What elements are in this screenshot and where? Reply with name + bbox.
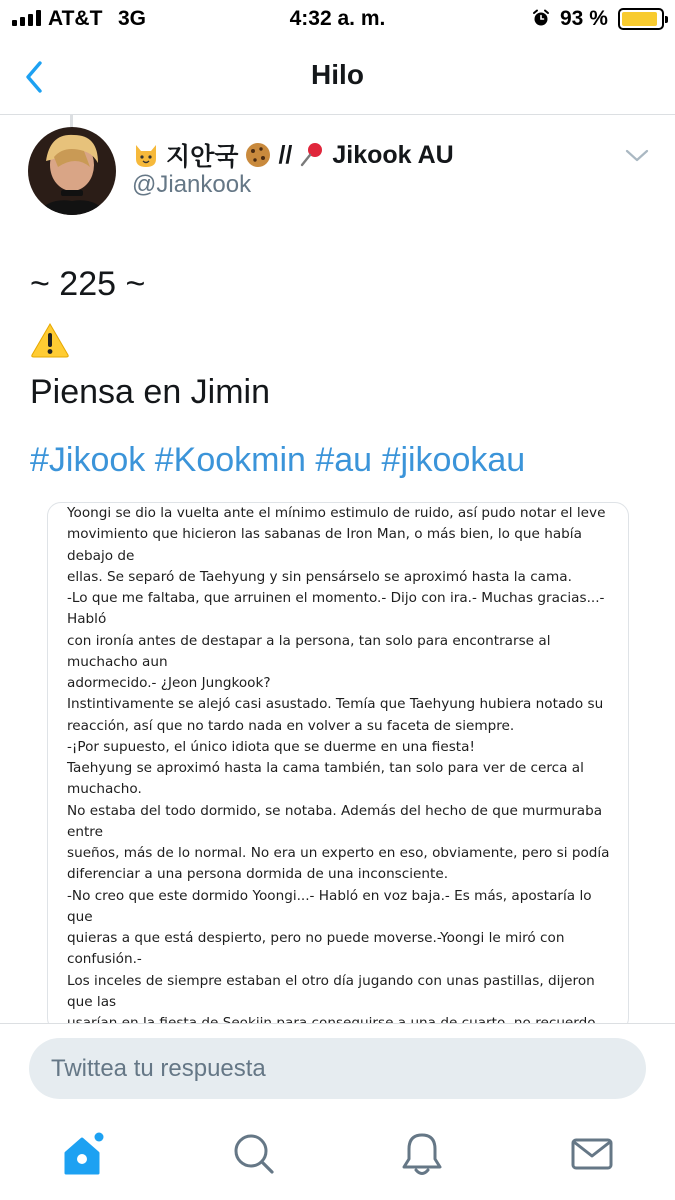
image-text-line: No estaba del todo dormido, se notaba. Además del hecho de que murmuraba entre [67,802,603,840]
image-text-line: reacción, así que no tardo nada en volver a su faceta de siempre. [67,717,515,734]
image-text-line: -¡Por supuesto, el único idiota que se duerme en una fiesta! [67,738,475,755]
image-text [67,503,612,1032]
chevron-down-icon[interactable] [624,148,650,164]
pushpin-emoji-icon [298,141,326,169]
display-name-suffix: Jikook AU [332,140,454,169]
image-text-line: ellas. Se separó de Taehyung y sin pensárselo se aproximó hasta la cama. [67,568,572,585]
page-title: Hilo [311,59,364,90]
carrier-name: AT&T [48,7,103,30]
network-type: 3G [118,7,147,30]
messages-envelope-icon[interactable] [570,1131,614,1177]
image-text-line: sueños, más de lo normal. No era un experto en eso, obviamente, pero si podía [67,845,610,861]
image-text-line: Taehyung se aproximó hasta la cama también, tan solo para ver de cerca al muchacho. [67,760,584,798]
image-text-line: con ironía antes de destapar a la persona, tan solo para encontrarse al muchacho aun [67,632,551,670]
battery-level [622,12,657,26]
battery-percentage: 93 % [560,7,608,30]
battery-icon [618,8,664,30]
display-name-separator: // [278,140,293,169]
image-text-line: movimiento que hicieron las sabanas de Iron Man, o más bien, lo que había debajo de [67,526,582,564]
image-text-line: Los inceles de siempre estaban el otro día jugando con unas pastillas, dijeron que las [67,972,595,1010]
image-text-line: -Lo que me faltaba, que arruinen el momento.- Dijo con ira.- Muchas gracias...- Habló [67,590,605,628]
avatar[interactable] [28,127,116,215]
tweet-text-line: ~ 225 ~ [30,265,146,303]
cat-face-emoji-icon [132,141,160,169]
image-text-line: quieras a que está despierto, pero no puede moverse.-Yoongi le miró con confusión.- [67,930,565,968]
notifications-bell-icon[interactable] [400,1131,444,1177]
image-text-line: Instintivamente se alejó casi asustado. Temía que Taehyung hubiera notado su [67,696,604,713]
image-text-line: diferenciar a una persona dormida de una inconsciente. [67,866,449,883]
display-name-korean: 지안국 [166,143,239,171]
alarm-clock-icon [532,9,550,27]
cookie-emoji-icon [244,141,272,169]
image-text-line: -No creo que este dormido Yoongi...- Habló en voz baja.- Es más, apostaría lo que [67,887,592,925]
reply-bar [0,1023,675,1113]
image-text-line: Yoongi se dio la vuelta ante el mínimo estimulo de ruido, así pudo notar el leve [67,505,606,521]
status-time: 4:32 a. m. [289,7,386,30]
home-icon[interactable] [62,1131,106,1177]
tweet-image[interactable] [47,502,629,1032]
image-text-line: adormecido.- ¿Jeon Jungkook? [67,675,271,691]
tweet-text-line: Piensa en Jimin [30,373,271,411]
navigation-header [0,40,675,115]
search-icon[interactable] [232,1131,276,1177]
status-bar [0,0,675,40]
display-name[interactable] [132,137,454,173]
reply-input[interactable]: Twittea tu respuesta [29,1038,646,1099]
warning-emoji-icon [30,322,70,358]
thread-connector-line [70,115,73,127]
tab-bar [0,1113,675,1200]
user-handle[interactable]: @Jiankook [132,171,252,198]
hashtags[interactable]: #Jikook #Kookmin #au #jikookau [30,441,526,479]
